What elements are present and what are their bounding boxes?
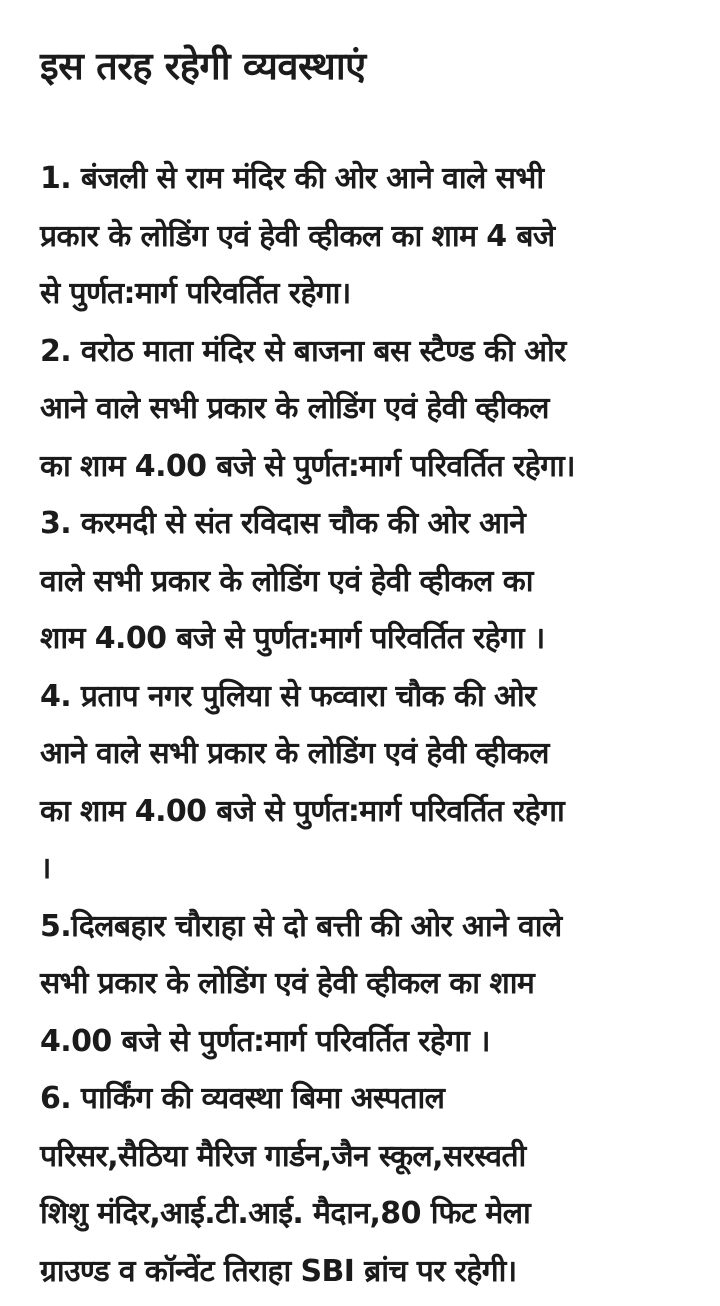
body-line: 2. वरोठ माता मंदिर से बाजना बस स्टैण्ड की ओर: [40, 333, 566, 369]
document-body: [40, 150, 690, 1300]
body-line: आने वाले सभी प्रकार के लोडिंग एवं हेवी व्हीकल: [40, 736, 549, 771]
body-line: का शाम 4.00 बजे से पुर्णत:मार्ग परिवर्तित रहेगा।: [40, 448, 575, 484]
body-line: परिसर,सैठिया मैरिज गार्डन,जैन स्कूल,सरस्वती: [40, 1138, 526, 1174]
body-line: ग्राउण्ड व कॉन्वेंट तिराहा SBI ब्रांच पर रहेगी।: [40, 1253, 517, 1289]
body-line: का शाम 4.00 बजे से पुर्णत:मार्ग परिवर्तित रहेगा: [40, 793, 565, 829]
body-line: शिशु मंदिर,आई.टी.आई. मैदान,80 फिट मेला: [40, 1196, 531, 1231]
body-line: 1. बंजली से राम मंदिर की ओर आने वाले सभी: [40, 161, 544, 196]
body-line: 5.दिलबहार चौराहा से दो बत्ती की ओर आने वाले: [40, 908, 562, 944]
body-line: 4.00 बजे से पुर्णत:मार्ग परिवर्तित रहेगा ।: [40, 1023, 490, 1059]
body-line: से पुर्णत:मार्ग परिवर्तित रहेगा।: [40, 276, 351, 311]
body-line: शाम 4.00 बजे से पुर्णत:मार्ग परिवर्तित रहेगा ।: [40, 621, 545, 656]
body-line: आने वाले सभी प्रकार के लोडिंग एवं हेवी व्हीकल: [40, 391, 549, 426]
body-line: ।: [40, 851, 51, 886]
body-line: 4. प्रताप नगर पुलिया से फव्वारा चौक की ओर: [40, 678, 536, 714]
document-heading: इस तरह रहेगी व्यवस्थाएं: [40, 44, 366, 88]
body-line: 3. करमदी से संत रविदास चौक की ओर आने: [40, 506, 526, 541]
body-line: सभी प्रकार के लोडिंग एवं हेवी व्हीकल का शाम: [40, 966, 535, 1001]
body-line: वाले सभी प्रकार के लोडिंग एवं हेवी व्हीकल का: [40, 563, 533, 599]
body-line: प्रकार के लोडिंग एवं हेवी व्हीकल का शाम 4 बजे: [40, 218, 555, 254]
body-line: 6. पार्किंग की व्यवस्था बिमा अस्पताल: [40, 1081, 445, 1116]
